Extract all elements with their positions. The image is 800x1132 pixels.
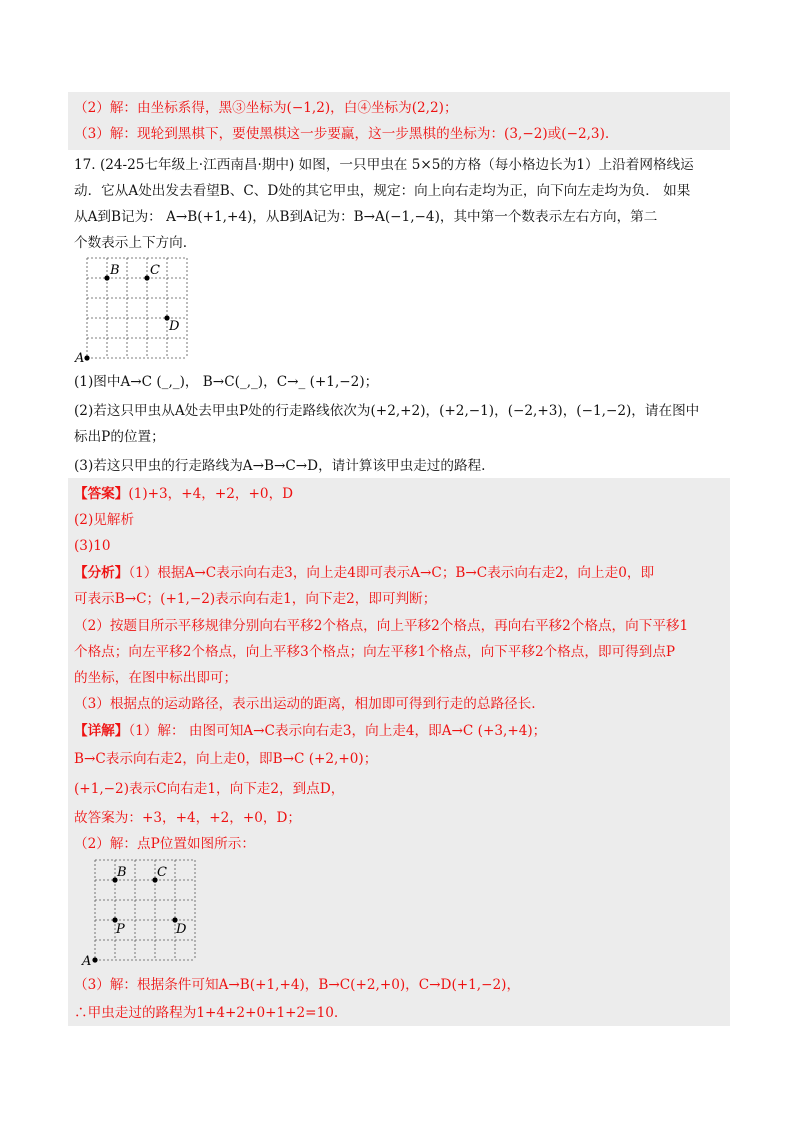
label-d: D [176,922,187,937]
detail-tag: 【详解】 [74,723,129,739]
label-a: A [82,954,92,969]
label-p: P [116,922,125,937]
question-line-1: 17. (24-25七年级上·江西南昌·期中) 如图，一只甲虫在 5×5的方格（每小格边长为1）上沿着网格线运 [74,157,694,173]
detail-line-7: ∴甲虫走过的路程为1+4+2+0+1+2=10. [74,1005,339,1021]
question-grid-figure [72,254,192,366]
analysis-tag: 【分析】 [74,565,129,581]
question-line-2: 动．它从A处出发去看望B、C、D处的其它甲虫，规定：向上向右走均为正，向下向左走均为负． 如果 [74,183,691,199]
point-a [84,355,89,360]
part-2-line-2: 标出P的位置； [74,429,165,445]
label-a: A [75,351,85,366]
detail-line-5: （2）解：点P位置如图所示： [74,836,255,852]
answer-1: (1)+3，+4，+2，+0，D [128,486,294,502]
label-b: B [110,263,120,278]
answer-3: (3)10 [74,538,111,554]
prev-solution-line-2: （2）解：由坐标系得，黑③坐标为(−1,2)，白④坐标为(2,2)； [74,100,458,116]
analysis-line-3: （2）按题目所示平移规律分别向右平移2个格点，向上平移2个格点，再向右平移2个格点，向下平移1 [74,618,689,634]
question-line-4: 个数表示上下方向. [74,235,188,251]
prev-solution-line-3: （3）解：现轮到黑棋下，要使黑棋这一步要赢，这一步黑棋的坐标为：(3,−2)或(−2,3). [74,126,610,142]
analysis-line-2: 可表示B→C；(+1,−2)表示向右走1，向下走2，即可判断； [74,591,437,607]
analysis-line-6: （3）根据点的运动路径，表示出运动的距离，相加即可得到行走的总路径长. [74,696,536,712]
analysis-line-4: 个格点；向左平移2个格点，向上平移3个格点；向左平移1个格点，向下平移2个格点，即可得到点P [74,644,676,660]
part-2-line-1: (2)若这只甲虫从A处去甲虫P处的行走路线依次为(+2,+2)，(+2,−1)，(−2,+3)，(−1,−2)，请在图中 [74,403,700,419]
label-d: D [169,319,180,334]
answer-2: (2)见解析 [74,512,135,528]
detail-line-4: 故答案为：+3，+4，+2，+0，D； [74,810,301,826]
answer-line-1 [74,484,293,504]
part-1: (1)图中A→C (_,_)， B→C(_,_)，C→_ (+1,−2)； [74,374,379,390]
label-c: C [150,263,160,278]
part-3: (3)若这只甲虫的行走路线为A→B→C→D，请计算该甲虫走过的路程. [74,458,486,474]
detail-line-1 [74,721,546,741]
detail-line-3: (+1,−2)表示C向右走1，向下走2，到点D， [74,781,345,797]
point-a [92,957,97,962]
analysis-line-5: 的坐标，在图中标出即可； [74,670,238,686]
detail-text-1: （1）解： 由图可知A→C表示向右走3，向上走4，即A→C (+3,+4)； [128,723,547,739]
question-line-3: 从A到B记为： A→B(+1,+4)，从B到A记为：B→A(−1,−4)，其中第一个数表示左右方向，第二 [74,209,658,225]
label-c: C [157,865,167,880]
solution-grid-figure [72,855,202,970]
analysis-line-1 [74,563,654,583]
analysis-text-1: （1）根据A→C表示向右走3，向上走4即可表示A→C；B→C表示向右走2，向上走0，即 [128,565,655,581]
label-b: B [117,865,127,880]
point-b [104,275,109,280]
point-c [144,275,149,280]
answer-tag: 【答案】 [74,486,129,502]
detail-line-6: （3）解：根据条件可知A→B(+1,+4)，B→C(+2,+0)，C→D(+1,−2)， [74,977,521,993]
detail-line-2: B→C表示向右走2，向上走0，即B→C (+2,+0)； [74,751,378,767]
